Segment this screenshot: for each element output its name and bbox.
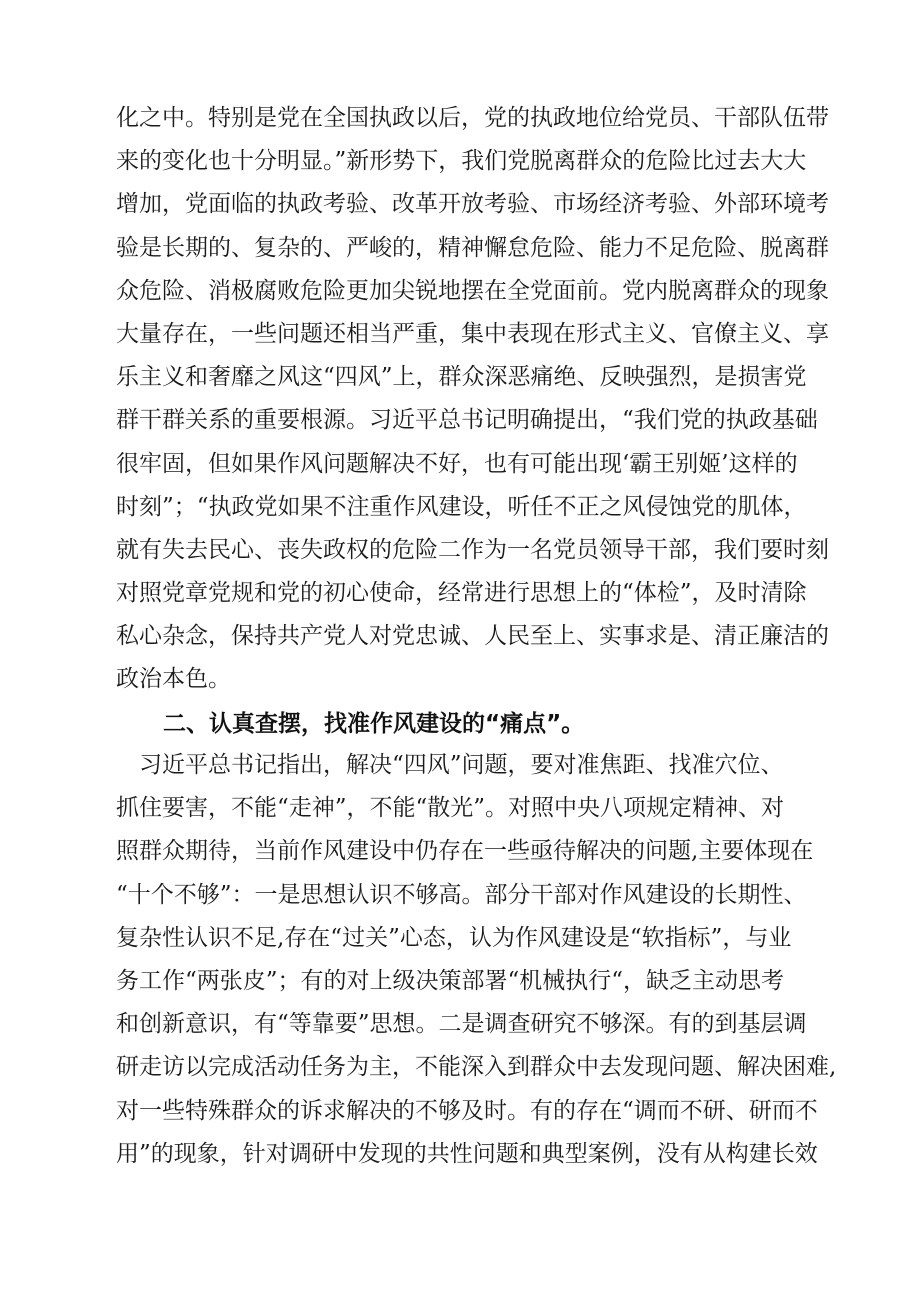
text-line: 增加，党面临的执政考验、改革开放考验、市场经济考验、外部环境考 (116, 191, 829, 218)
section-heading: 二、认真查摆，找准作风建设的“痛点”。 (163, 711, 585, 737)
text-line: 研走访以完成活动任务为主，不能深入到群众中去发现问题、解决困难, (116, 1054, 837, 1081)
text-line: 政治本色。 (116, 666, 231, 693)
text-line: “十个不够”：一是思想认识不够高。部分干部对作风建设的长期性、 (116, 881, 807, 908)
text-line: 和创新意识，有“等靠要”思想。二是调查研究不够深。有的到基层调 (116, 1011, 807, 1038)
text-line: 照群众期待，当前作风建设中仍存在一些亟待解决的问题,主要体现在 (116, 838, 814, 865)
text-line: 务工作“两张皮”；有的对上级决策部署“机械执行“，缺乏主动思考 (116, 967, 785, 994)
text-line: 对照党章党规和党的初心使命，经常进行思想上的“体检”，及时清除 (116, 580, 807, 607)
text-line: 对一些特殊群众的诉求解决的不够及时。有的存在“调而不研、研而不 (116, 1097, 818, 1124)
text-line: 抓住要害，不能“走神”，不能“散光”。对照中央八项规定精神、对 (116, 795, 785, 822)
text-line: 乐主义和奢靡之风这“四风”上，群众深恶痛绝、反映强烈，是损害党 (116, 364, 807, 391)
text-line: 化之中。特别是党在全国执政以后，党的执政地位给党员、干部队伍带 (116, 105, 829, 131)
paragraph-pain-points (116, 744, 836, 1176)
paragraph-party-style (116, 97, 836, 702)
text-line: 很牢固，但如果作风问题解决不好，也有可能出现‘霸王别姬’这样的 (116, 450, 798, 477)
text-line: 来的变化也十分明显。”新形势下，我们党脱离群众的危险比过去大大 (116, 148, 807, 175)
text-line: 群干群关系的重要根源。习近平总书记明确提出，“我们党的执政基础 (116, 407, 818, 434)
text-line: 众危险、消极腐败危险更加尖锐地摆在全党面前。党内脱离群众的现象 (116, 277, 829, 304)
text-line: 习近平总书记指出，解决“四风”问题，要对准焦距、找准穴位、 (116, 752, 784, 778)
text-line: 复杂性认识不足,存在“过关”心态，认为作风建设是“软指标”，与业 (116, 924, 792, 951)
text-line: 大量存在，一些问题还相当严重，集中表现在形式主义、官僚主义、享 (116, 320, 829, 347)
text-line: 私心杂念，保持共产党人对党忠诚、人民至上、实事求是、清正廉洁的 (116, 623, 829, 650)
text-line: 时刻”；“执政党如果不注重作风建设，听任不正之风侵蚀党的肌体， (116, 493, 807, 520)
text-line: 验是长期的、复杂的、严峻的，精神懈怠危险、能力不足危险、脱离群 (116, 234, 829, 261)
text-line: 就有失去民心、丧失政权的危险二作为一名党员领导干部，我们要时刻 (116, 536, 829, 563)
text-line: 用”的现象，针对调研中发现的共性问题和典型案例，没有从构建长效 (116, 1140, 818, 1167)
